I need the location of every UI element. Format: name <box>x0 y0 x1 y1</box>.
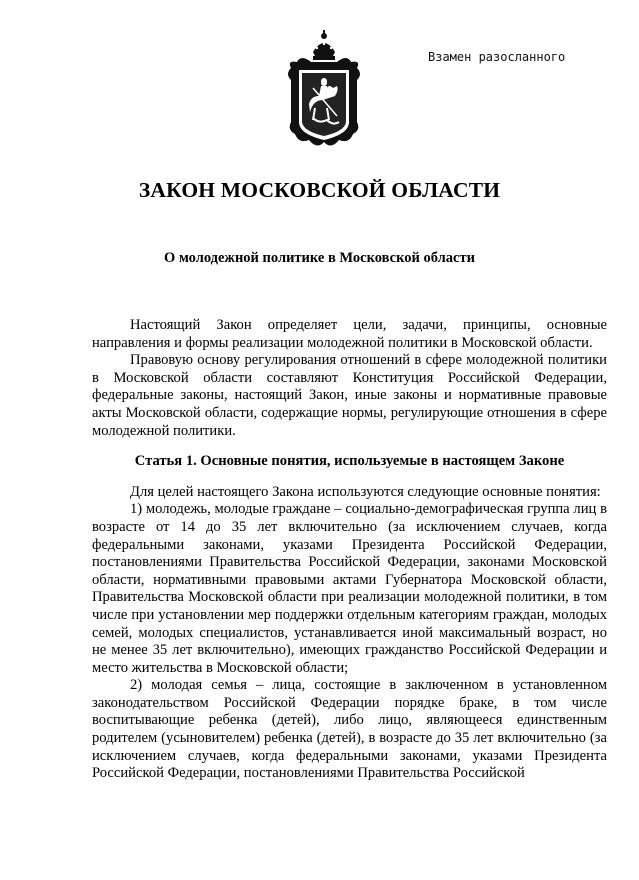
article-heading: Статья 1. Основные понятия, используемые в настоящем Законе <box>134 453 565 470</box>
moscow-oblast-coat-of-arms-icon <box>283 30 365 152</box>
document-body <box>92 317 607 783</box>
paragraph: 1) молодежь, молодые граждане – социально-демографическая группа лиц в возрасте от 14 до 35 лет включительно (за исключением случаев, когда федеральными законами, указами Президента Российской Федерации, постановлениями Правительства Российской Федерации, законами Московской области, нормативными правовыми актами Губернатора Московской области, Правительства Московской области при реализации молодежной политики, в том числе при установлении мер поддержки отдельным категориям граждан, молодых семей, молодых специалистов, устанавливается иной максимальный возраст, но не менее 35 лет включительно), имеющих гражданство Российской Федерации и место жительства в Московской области; <box>92 501 607 676</box>
document-title: ЗАКОН МОСКОВСКОЙ ОБЛАСТИ <box>138 178 501 202</box>
paragraph: Правовую основу регулирования отношений в сфере молодежной политики в Московской области составляют Конституция Российской Федерации, федеральные законы, настоящий Закон, иные законы и нормативные правовые акты Московской области, содержащие нормы, регулирующие отношения в сфере молодежной политики. <box>92 352 607 439</box>
stamp-text: Взамен разосланного <box>428 50 566 64</box>
paragraph: Для целей настоящего Закона используются следующие основные понятия: <box>130 483 601 500</box>
document-subtitle: О молодежной политике в Московской области <box>164 250 475 266</box>
paragraph: Настоящий Закон определяет цели, задачи, принципы, основные направления и формы реализации молодежной политики в Московской области. <box>92 317 607 351</box>
paragraph: 2) молодая семья – лица, состоящие в заключенном в установленном законодательством Российской Федерации порядке браке, в том числе воспитывающие ребенка (детей), либо лицо, являющееся единственным родителем (усыновителем) ребенка (детей), в возрасте до 35 лет включительно (за исключением случаев, когда федеральными законами, указами Президента Российской Федерации, постановлениями Правительства Российской <box>92 677 607 782</box>
